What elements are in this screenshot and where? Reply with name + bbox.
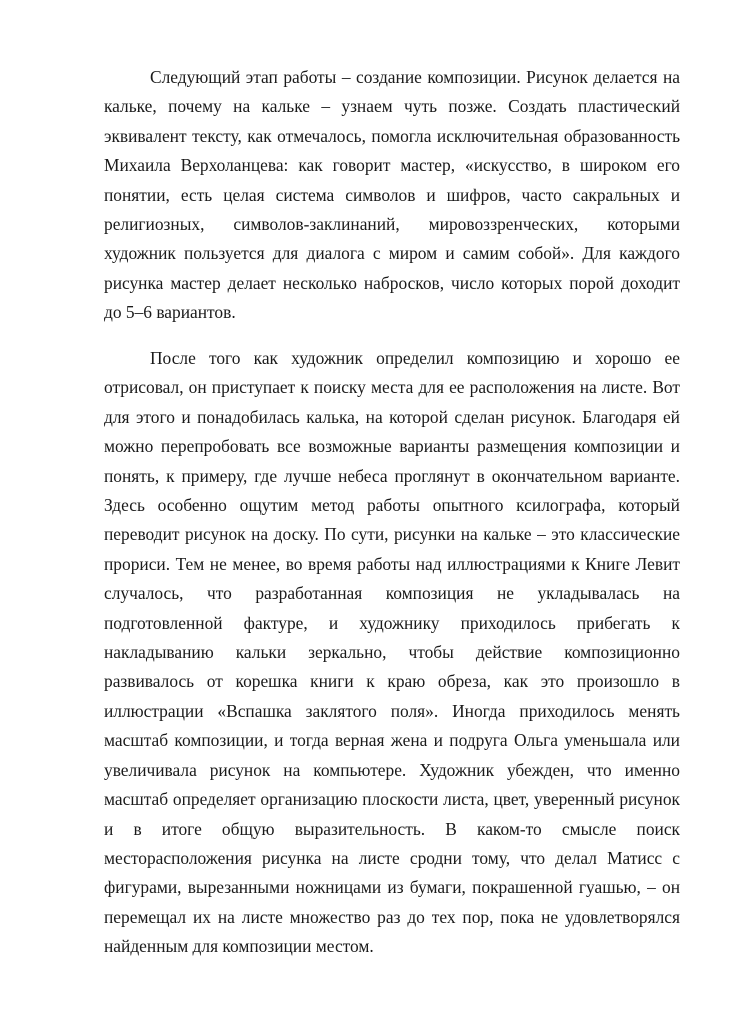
paragraph-placement-search: После того как художник определил композицию и хорошо ее отрисовал, он приступает к поиску места для ее расположения на листе. Вот для этого и понадобилась калька, на которой сделан рисунок. Благодаря ей можно перепробовать все возможные варианты размещения композиции и понять, к примеру, где лучше небеса проглянут в окончательном варианте. Здесь особенно ощутим метод работы опытного ксилографа, который переводит рисунок на доску. По сути, рисунки на кальке – это классические прориси. Тем не менее, во время работы над иллюстрациями к Книге Левит случалось, что разработанная композиция не укладывалась на подготовленной фактуре, и художнику приходилось прибегать к накладыванию кальки зеркально, чтобы действие композиционно развивалось от корешка книги к краю обреза, как это произошло в иллюстрации «Вспашка заклятого поля». Иногда приходилось менять масштаб композиции, и тогда верная жена и подруга Ольга уменьшала или увеличивала рисунок на компьютере. Художник убежден, что именно масштаб определяет организацию плоскости листа, цвет, уверенный рисунок и в итоге общую выразительность. В каком-то смысле поиск месторасположения рисунка на листе сродни тому, что делал Матисс с фигурами, вырезанными ножницами из бумаги, покрашенной гуашью, – он перемещал их на листе множество раз до тех пор, пока не удовлетворялся найденным для композиции местом.	[104, 348, 680, 957]
paragraph-composition-stage: Следующий этап работы – создание композиции. Рисунок делается на кальке, почему на кальке – узнаем чуть позже. Создать пластический эквивалент тексту, как отмечалось, помогла исключительная образованность Михаила Верхоланцева: как говорит мастер, «искусство, в широком его понятии, есть целая система символов и шифров, часто сакральных и религиозных, символов-заклинаний, мировоззренческих, которыми художник пользуется для диалога с миром и самим собой». Для каждого рисунка мастер делает несколько набросков, число которых порой доходит до 5–6 вариантов.	[104, 67, 680, 323]
